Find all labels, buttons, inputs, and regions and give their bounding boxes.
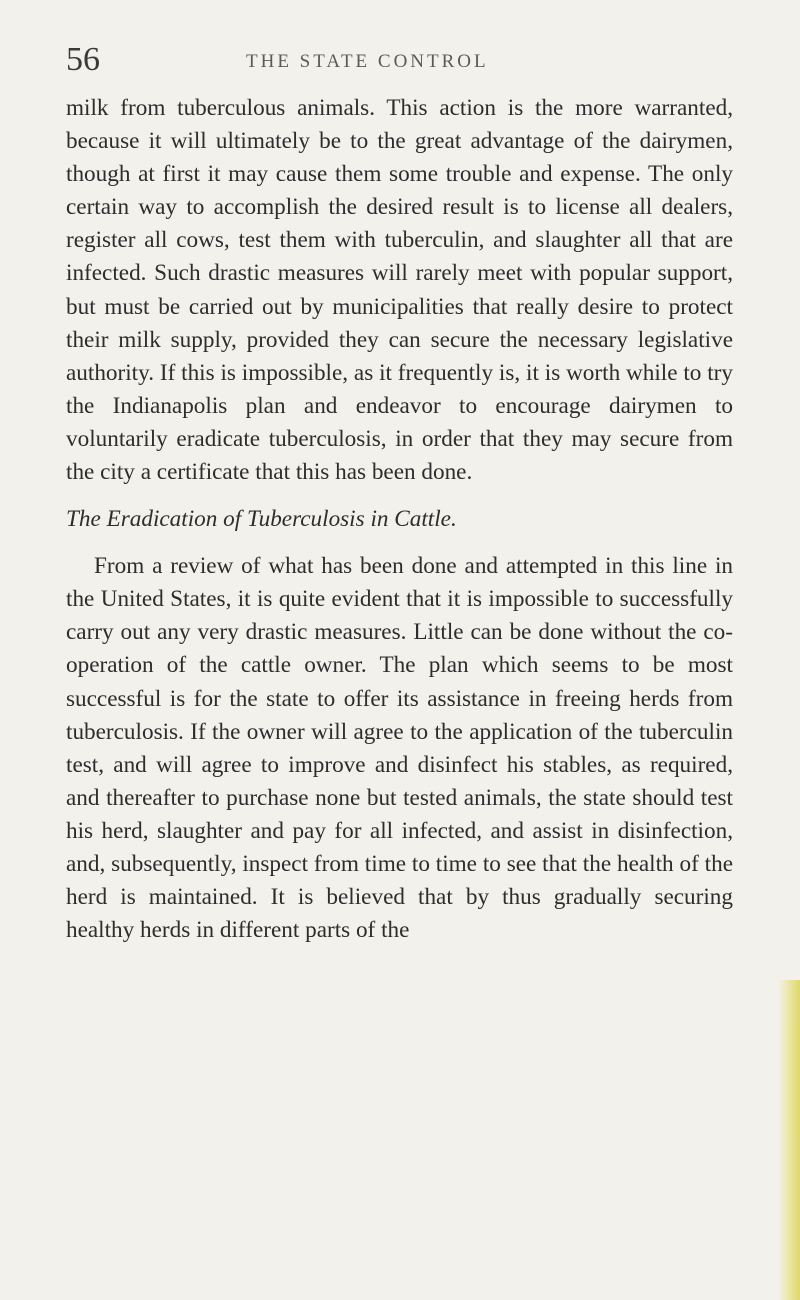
- paragraph-continued: milk from tuberculous animals. This action is the more warranted, because it will ultimately be to the great advantage of the dairymen, though at first it may cause them some trouble and expense. The only certain way to accomplish the desired result is to license all dealers, register all cows, test them with tuberculin, and slaughter all that are infected. Such drastic measures will rarely meet with popular support, but must be carried out by municipalities that really desire to protect their milk supply, provided they can secure the necessary legislative authority. If this is impossible, as it frequently is, it is worth while to try the Indianapolis plan and endeavor to encourage dairymen to voluntarily eradicate tuberculosis, in order that they may secure from the city a certificate that this has been done.: [66, 95, 733, 486]
- body-text: [66, 92, 733, 947]
- paragraph-eradication: From a review of what has been done and attempted in this line in the United States, it is quite evident that it is impossible to successfully carry out any very drastic measures. Little can be done without the co-operation of the cattle owner. The plan which seems to be most successful is for the state to offer its assistance in freeing herds from tuberculosis. If the owner will agree to the application of the tuberculin test, and will agree to improve and disinfect his stables, as required, and thereafter to purchase none but tested animals, the state should test his herd, slaughter and pay for all infected, and assist in disinfection, and, subsequently, inspect from time to time to see that the health of the herd is maintained. It is believed that by thus gradually securing healthy herds in different parts of the: [66, 553, 733, 944]
- section-heading: The Eradication of Tuberculosis in Cattle.: [66, 506, 457, 533]
- page-number: 56: [66, 41, 100, 78]
- page-header: [66, 40, 731, 80]
- scan-edge-mark: [778, 980, 800, 1300]
- running-head: THE STATE CONTROL: [246, 51, 489, 72]
